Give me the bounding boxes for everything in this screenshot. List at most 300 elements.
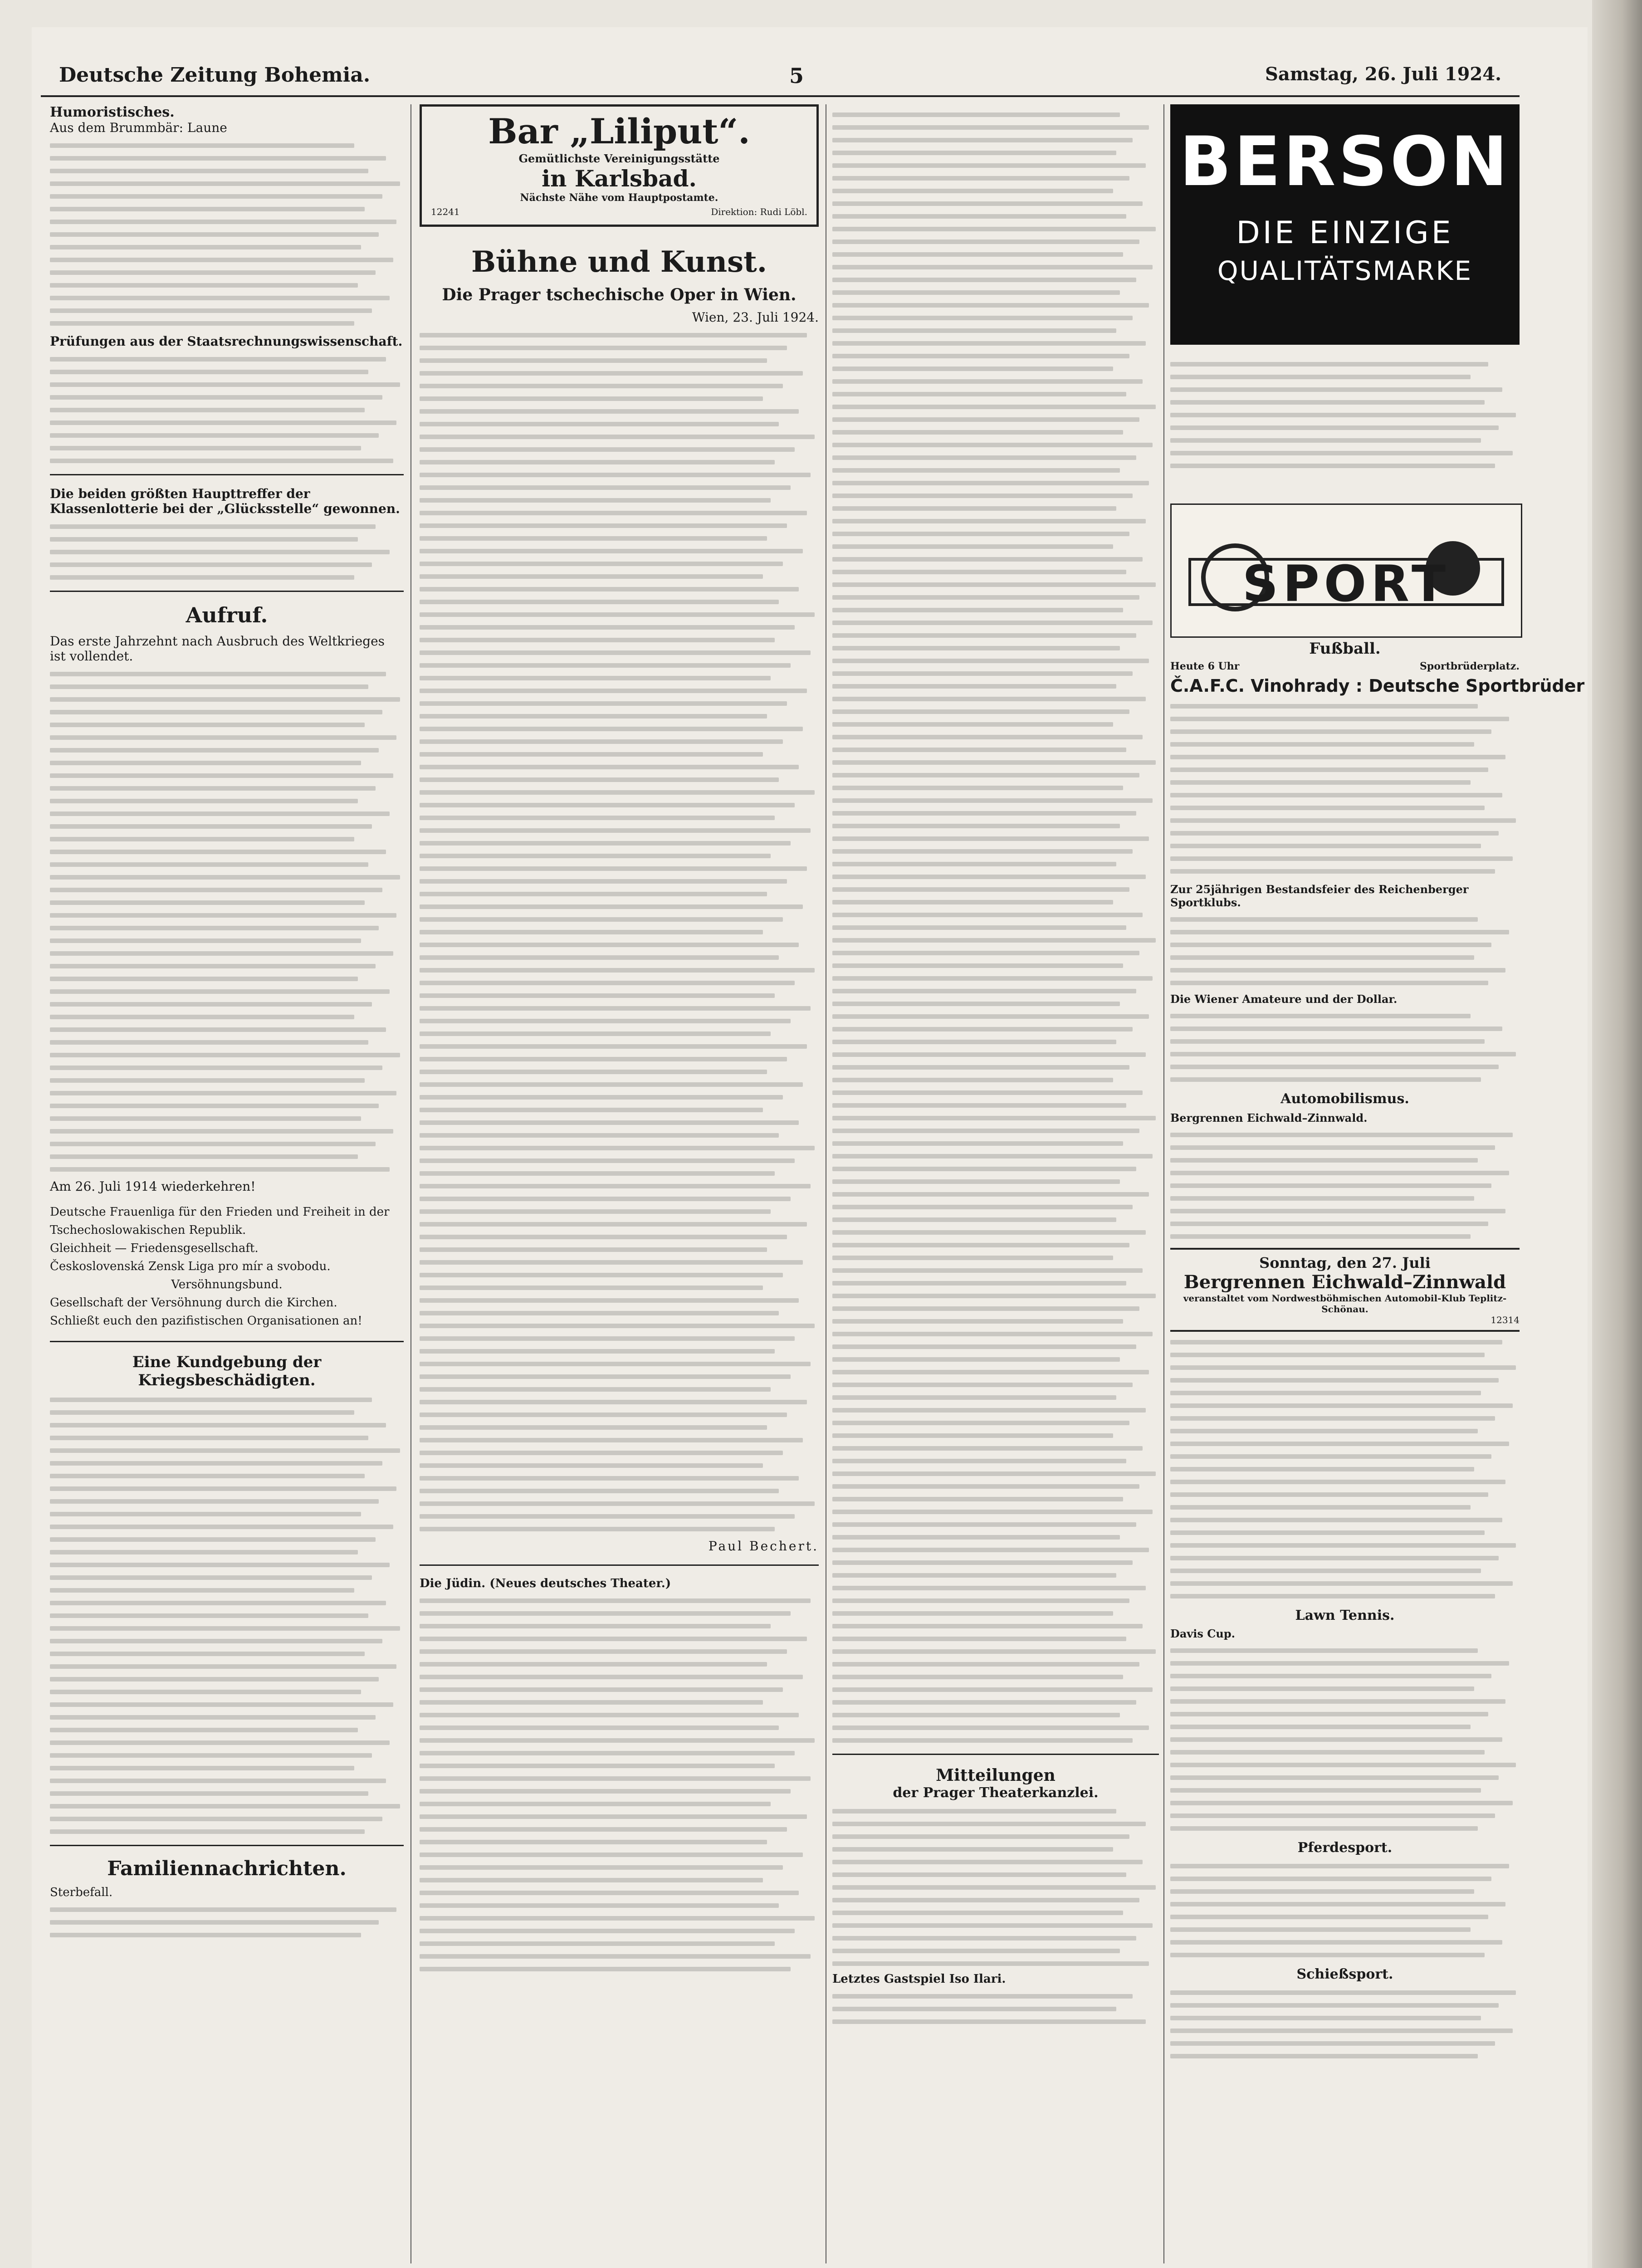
text-line [832,849,1133,854]
text-line [832,1268,1143,1273]
article-text-lines [832,1994,1159,2024]
text-line [420,409,799,414]
match-place: Sportbrüderplatz. [1420,660,1520,672]
text-line [420,1438,803,1442]
text-line [420,333,807,337]
text-line [420,346,787,350]
text-line [1170,1674,1491,1678]
text-line [832,1357,1120,1362]
text-line [50,459,393,463]
text-line [1170,780,1471,785]
text-line [420,1903,779,1908]
text-line [832,951,1139,955]
text-line [50,1817,382,1821]
text-line [420,1006,811,1011]
text-line [50,1104,379,1108]
text-line [832,582,1156,587]
text-line [420,523,787,528]
text-line [420,1463,763,1468]
text-line [832,1192,1149,1197]
text-line [832,214,1126,219]
text-line [50,1601,386,1605]
text-line [1170,1442,1509,1446]
text-line [50,1129,393,1134]
text-line [832,1383,1133,1387]
bar-number: 12241 [431,206,460,217]
column-rule [410,104,411,2263]
text-line [50,1040,368,1045]
text-line [50,1066,382,1070]
text-line [1170,1686,1474,1691]
buehne-heading: Bühne und Kunst. [471,245,767,279]
lotterie-heading: Die beiden größten Haupttreffer der Klassenlotterie bei der „Glücksstelle“ gewonnen. [50,486,400,516]
text-line [832,1872,1126,1877]
text-line [832,151,1116,155]
text-line [1170,2054,1478,2058]
text-line [420,435,815,439]
text-line [832,824,1120,828]
text-line [1170,2003,1499,2008]
text-line [832,900,1113,904]
text-line [50,1167,390,1172]
text-line [832,786,1123,790]
text-line [420,981,795,985]
text-line [1170,917,1478,922]
humor-lead: Aus dem Brummbär: Laune [50,120,227,135]
text-line [420,1878,763,1882]
text-line [420,1527,775,1531]
text-line [420,1184,811,1188]
text-line [832,1484,1139,1489]
text-line [1170,1940,1502,1945]
text-line [420,1247,767,1252]
text-line [420,917,783,922]
text-line [1170,1183,1491,1188]
text-line [420,1624,771,1628]
text-line [1170,1077,1481,1082]
text-line [1170,1581,1513,1586]
column-rule [1163,104,1164,2263]
paper-name: Deutsche Zeitung Bohemia. [59,64,371,87]
text-line [1170,767,1488,772]
text-line [50,786,376,791]
text-line [420,930,763,934]
text-line [50,575,354,580]
text-line [1170,1594,1495,1598]
text-line [420,1967,791,1971]
text-line [832,1002,1120,1006]
text-line [50,977,358,981]
text-line [832,773,1139,777]
text-line [420,422,779,426]
text-line [420,1400,807,1404]
text-line [50,672,386,676]
text-line [1170,1234,1471,1239]
text-line [1170,2028,1513,2033]
text-line [420,1120,799,1125]
text-line [1170,1052,1516,1056]
text-line [832,1675,1123,1679]
text-line [420,1713,799,1717]
text-line [420,1738,815,1743]
text-line [50,245,361,249]
mitteilungen-heading: Mitteilungen [936,1766,1056,1785]
text-line [832,633,1136,638]
text-line [832,125,1149,130]
text-line [832,1395,1116,1400]
text-line [420,600,779,604]
text-line [50,875,400,880]
text-line [50,1550,358,1554]
text-line [50,143,354,148]
text-line [420,1197,791,1201]
column-2 [420,104,819,1971]
text-line [420,790,815,795]
text-line [832,1949,1120,1953]
buehne-sub: Die Prager tschechische Oper in Wien. [442,285,797,304]
text-line [50,888,382,892]
sport-section-logo [1170,503,1522,638]
text-line [1170,955,1474,960]
text-line [832,557,1143,562]
text-line [1170,1505,1471,1510]
text-line [1170,1340,1502,1344]
signer: Deutsche Frauenliga für den Frieden und Freiheit in der Tschechoslowakischen Republik. [50,1205,390,1237]
text-line [832,316,1133,320]
berson-line2: DIE EINZIGE [1236,215,1454,251]
text-line [832,341,1146,346]
text-line [832,1598,1129,1603]
text-line [50,1715,376,1720]
text-line [1170,387,1502,392]
text-line [832,1103,1126,1108]
text-line [420,1827,787,1832]
text-line [420,536,767,541]
text-line [420,1413,787,1417]
text-line [832,925,1126,930]
text-line [832,1243,1129,1247]
text-line [1170,1750,1485,1755]
text-line [50,1804,400,1809]
text-line [50,408,365,412]
text-line [1170,742,1474,747]
text-line [1170,1403,1513,1408]
text-line [50,1027,386,1032]
text-line [832,1662,1139,1667]
text-line [50,220,396,224]
text-line [420,1108,763,1112]
text-line [50,1652,365,1656]
text-line [50,382,400,387]
aufruf-lead: Das erste Jahrzehnt nach Ausbruch des Weltkrieges ist vollendet. [50,634,385,664]
text-line [420,892,767,896]
text-line [420,1273,783,1277]
text-line [832,1809,1116,1813]
issue-date: Samstag, 26. Juli 1924. [1265,64,1501,85]
text-line [1170,1065,1499,1069]
column-4 [1170,640,1585,2058]
text-line [1170,930,1509,934]
text-line [420,1929,795,1933]
text-line [1170,1480,1505,1484]
text-line [50,862,368,867]
signer: Schließt euch den pazifistischen Organisationen an! [50,1314,362,1328]
text-line [50,420,396,425]
text-line [832,1052,1146,1057]
pruefungen-heading: Prüfungen aus der Staatsrechnungswissenschaft. [50,334,403,349]
text-line [50,1920,379,1925]
text-line [832,176,1129,181]
text-line [1170,1889,1474,1894]
text-line [1170,1518,1502,1522]
text-line [1170,1661,1509,1666]
text-line [832,1281,1126,1286]
text-line [420,1789,791,1794]
text-line [1170,1454,1491,1459]
fussball-heading: Fußball. [1309,640,1381,658]
text-line [420,1133,779,1138]
text-line [1170,704,1478,709]
text-line [1170,1014,1471,1018]
text-line [832,1116,1156,1120]
text-line [420,1764,775,1768]
text-line [832,1306,1139,1311]
text-line [50,1436,368,1440]
text-line [420,879,787,884]
text-line [420,904,803,909]
text-line [832,1230,1146,1235]
text-line [420,1171,775,1176]
text-line [50,1461,382,1466]
text-line [420,1865,783,1870]
text-line [1170,1467,1474,1471]
amateure-heading: Die Wiener Amateure und der Dollar. [1170,992,1398,1006]
text-line [1170,1990,1516,1995]
text-line [832,1167,1136,1171]
text-line [50,550,390,554]
article-text-lines [1170,1133,1520,1239]
text-line [420,727,803,731]
text-line [832,1078,1113,1082]
tennis-lead: Davis Cup. [1170,1627,1235,1640]
article-text-lines [50,672,404,1172]
text-line [50,1078,365,1083]
text-line [1170,1877,1491,1881]
text-line [420,739,783,744]
text-line [832,532,1129,536]
text-line [50,169,368,173]
text-line [420,1853,803,1857]
text-line [50,1015,354,1019]
aufruf-heading: Aufruf. [186,603,268,627]
text-line [420,511,807,515]
text-line [1170,1788,1481,1793]
text-line [832,1822,1146,1826]
signer: Versöhnungsbund. [171,1278,283,1291]
text-line [1170,1648,1478,1653]
text-line [50,433,379,438]
text-line [832,468,1120,473]
text-line [832,506,1116,511]
text-line [420,650,811,655]
text-line [832,748,1126,752]
text-line [50,1626,400,1631]
text-line [50,1740,390,1745]
text-line [832,265,1153,269]
text-line [420,854,771,858]
text-line [420,1146,815,1150]
text-line [832,1637,1126,1641]
text-line [832,1141,1123,1146]
text-line [420,1070,767,1074]
text-line [832,227,1156,231]
text-line [1170,1222,1488,1226]
text-line [832,1497,1123,1501]
text-line [420,1311,779,1315]
text-line [832,798,1153,803]
text-line [832,1370,1149,1374]
text-line [420,638,775,642]
text-line [50,194,382,199]
text-line [1170,818,1516,823]
text-line [1170,1953,1485,1957]
text-line [832,1014,1149,1019]
text-line [832,887,1129,892]
text-line [420,828,811,833]
text-line [832,1090,1143,1095]
bar-title: Bar „Liliput“. [488,111,750,152]
article-text-lines [1170,917,1520,985]
text-line [832,455,1136,460]
text-line [420,1019,791,1023]
text-line [832,519,1146,523]
text-line [1170,1026,1502,1031]
text-line [420,816,775,820]
text-line [50,964,376,968]
text-line [420,1814,807,1819]
text-line [832,1923,1153,1928]
text-line [832,862,1116,866]
text-line [50,1398,372,1402]
text-line [50,258,393,262]
text-line [50,181,400,186]
text-line [50,308,372,313]
text-line [832,405,1156,409]
text-line [420,460,775,464]
text-line [832,1344,1136,1349]
article-text-lines [832,112,1159,1743]
text-line [1170,1813,1495,1818]
text-line [1170,1801,1513,1805]
text-line [1170,1864,1509,1868]
text-line [420,1082,803,1087]
text-line [420,1675,803,1679]
text-line [832,367,1113,371]
text-line [420,968,815,973]
text-line [1170,1145,1495,1150]
article-text-lines [832,1809,1159,1966]
signer: Gesellschaft der Versöhnung durch die Kirchen. [50,1296,337,1310]
text-line [420,1298,799,1303]
text-line [50,799,358,803]
page-binding-edge [1592,0,1642,2268]
text-line [1170,1209,1505,1213]
text-line [50,1448,400,1453]
text-line [832,1713,1120,1717]
text-line [420,1260,803,1265]
text-line [50,207,365,211]
text-line [832,1433,1113,1438]
text-line [50,1677,379,1681]
text-line [832,811,1136,816]
text-line [832,1700,1136,1705]
text-line [420,1362,811,1366]
text-line [420,574,763,579]
text-line [832,1179,1120,1184]
text-line [420,473,811,477]
text-line [1170,1391,1481,1395]
bar-sub: Gemütlichste Vereinigungsstätte [518,152,720,165]
gastspiel: Letztes Gastspiel Iso Ilari. [832,1972,1006,1986]
text-line [832,1319,1123,1324]
text-line [420,485,791,490]
text-line [832,646,1120,650]
text-line [832,1205,1133,1209]
text-line [832,392,1126,396]
text-line [420,498,771,503]
text-line [420,1700,763,1705]
text-line [832,659,1149,663]
text-line [832,1040,1116,1044]
text-line [50,684,368,689]
text-line [832,1535,1120,1540]
text-line [832,240,1139,244]
text-line [50,1766,354,1770]
text-line [50,296,390,300]
text-line [420,1349,775,1354]
text-line [1170,1492,1488,1497]
text-line [50,562,372,567]
text-line [832,1446,1143,1451]
text-line [50,1907,396,1912]
text-line [420,1501,815,1506]
text-line [832,290,1120,295]
text-line [420,993,775,998]
text-line [50,710,382,714]
text-line [1170,2041,1495,2046]
text-line [420,1637,807,1641]
text-line [50,1537,376,1542]
text-line [420,1941,775,1946]
text-line [420,1387,771,1392]
text-line [420,1489,779,1493]
text-line [832,354,1129,358]
text-line [420,1324,815,1328]
text-line [50,1575,372,1580]
text-line [420,1916,815,1921]
text-line [832,671,1133,676]
text-line [50,446,361,450]
text-line [1170,793,1502,797]
bergrennen-ad [1170,1248,1520,1332]
ad-title: Bergrennen Eichwald–Zinnwald [1183,1271,1506,1293]
text-line [420,1725,779,1730]
text-line [50,1486,396,1491]
text-line [50,1142,376,1146]
text-line [420,841,791,846]
signer: Gleichheit — Friedensgesellschaft. [50,1242,259,1255]
text-line [832,1522,1136,1527]
